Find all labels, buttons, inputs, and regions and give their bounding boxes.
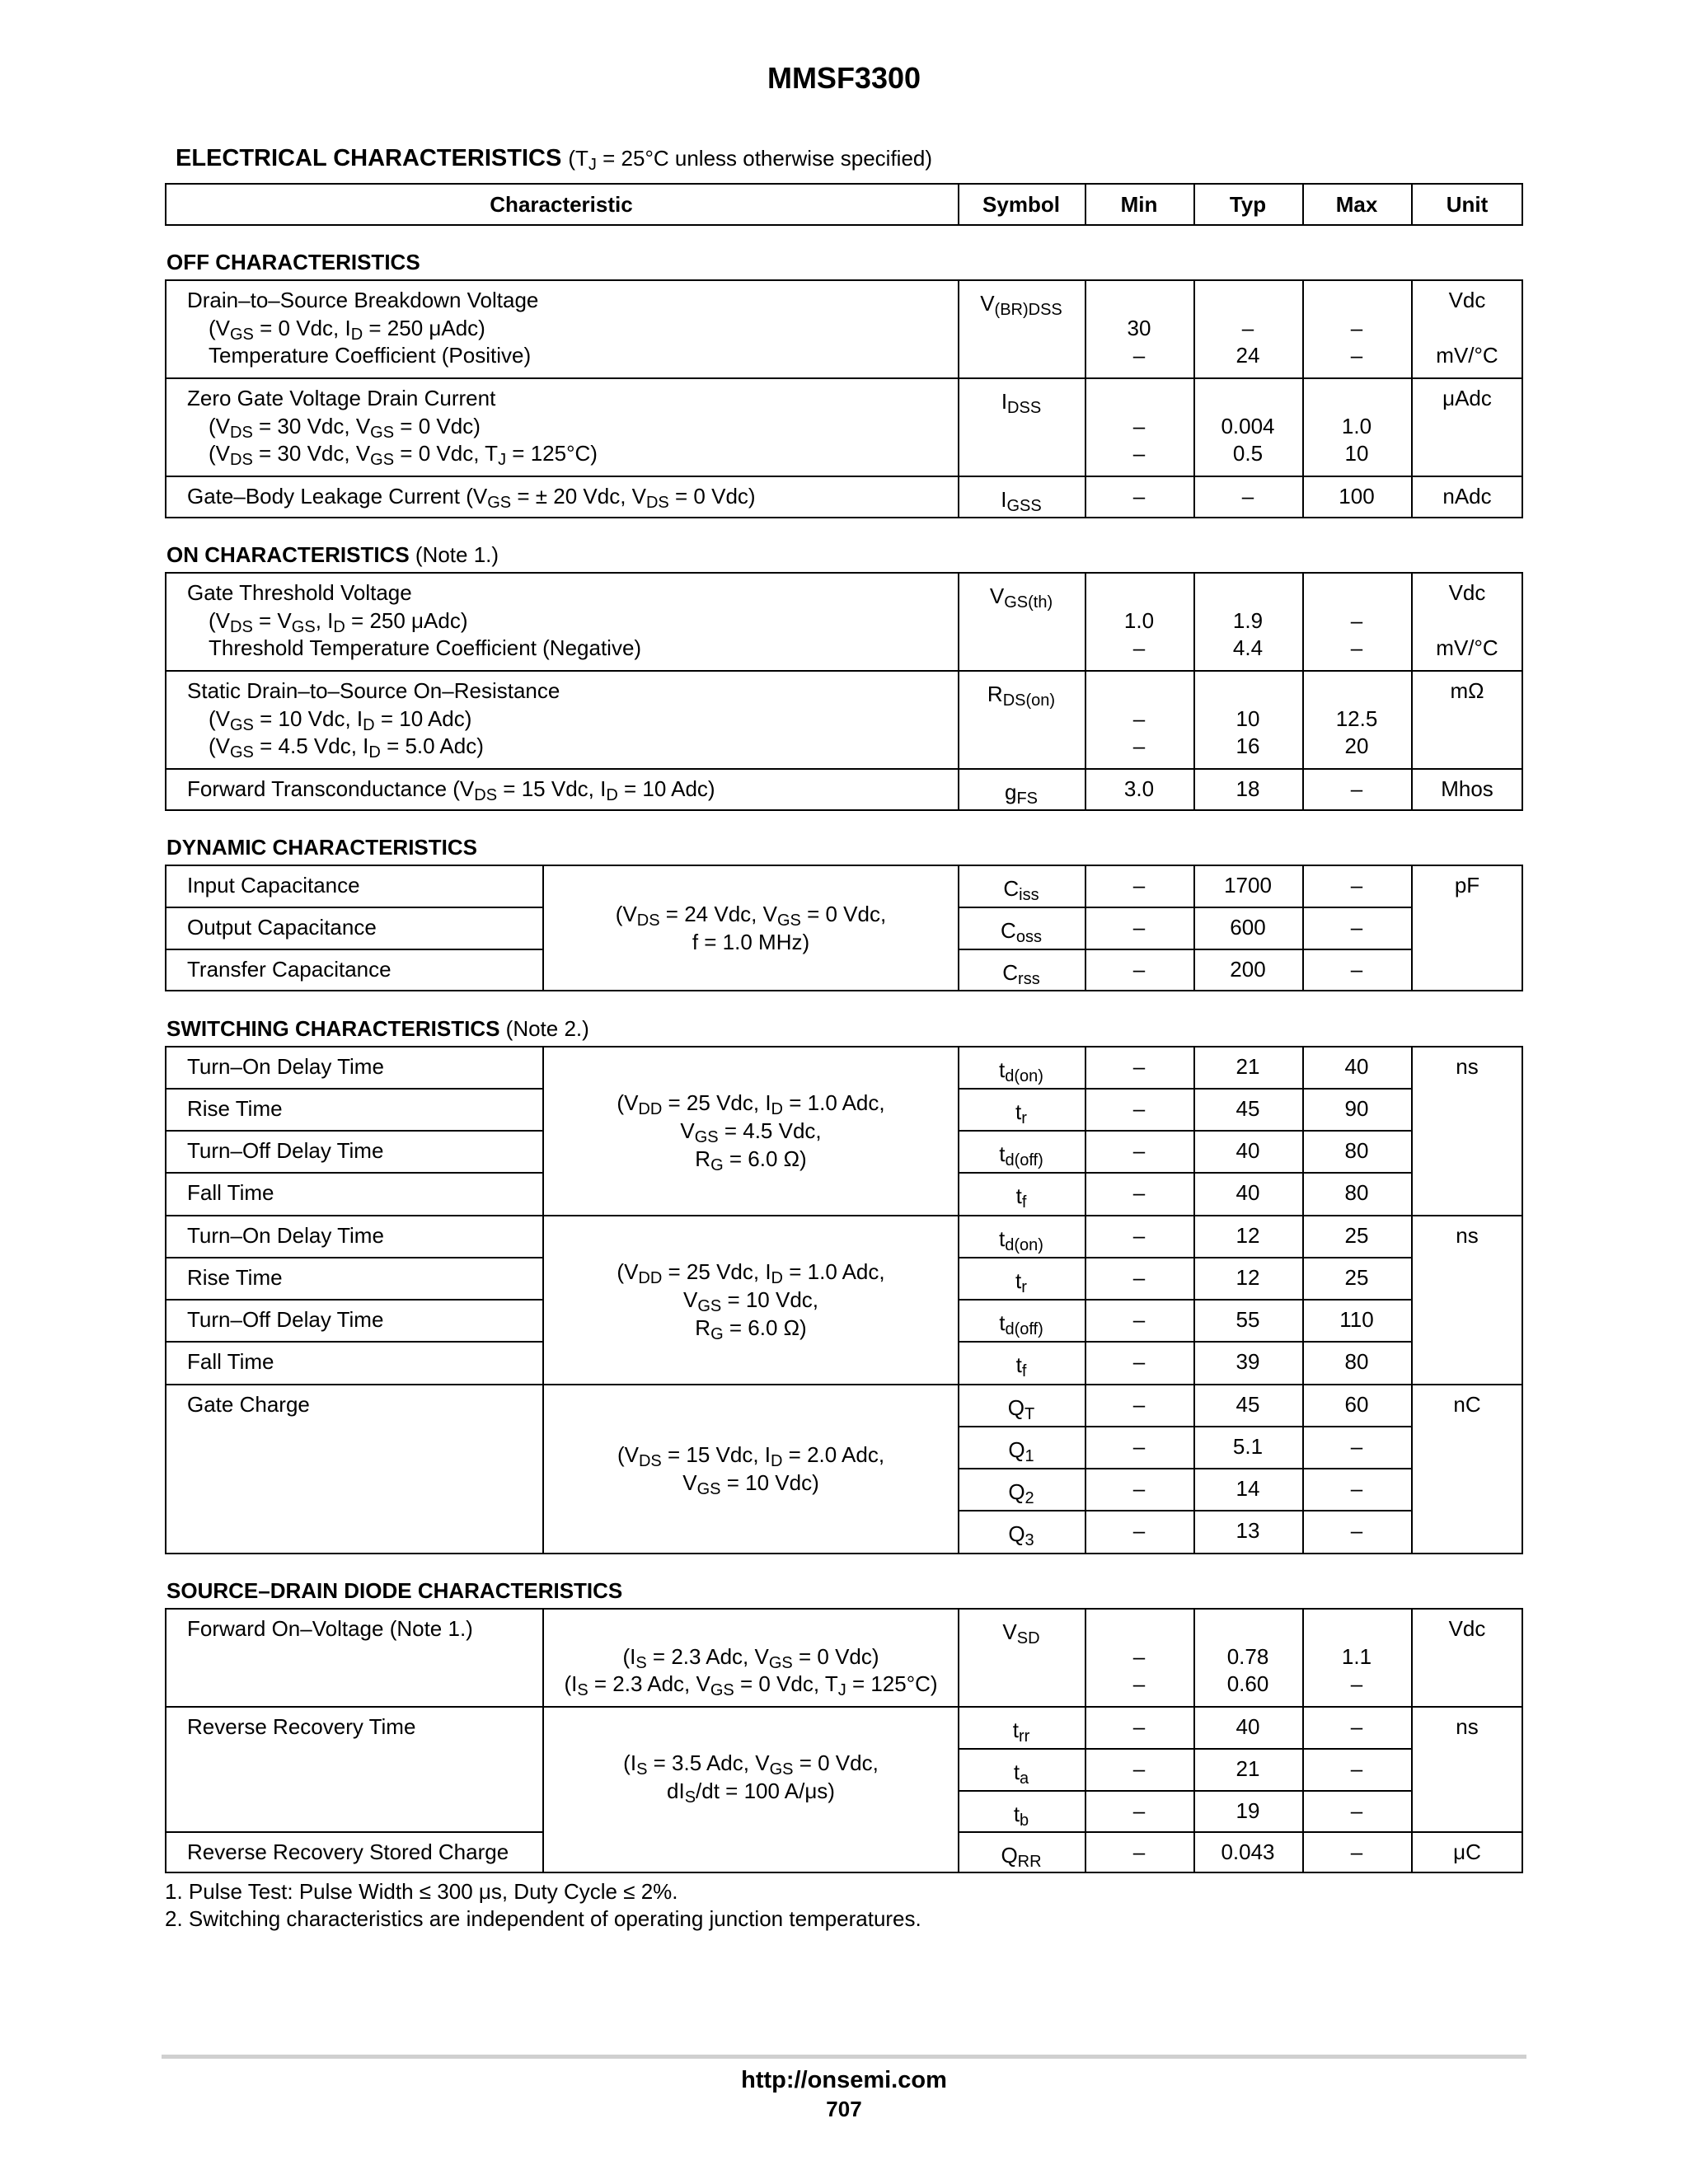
sw2-label-1: Turn–On Delay Time (187, 1223, 384, 1248)
section-title-switching: SWITCHING CHARACTERISTICS (Note 2.) (166, 1016, 589, 1041)
vth-unit-2: mV/°C (1436, 635, 1498, 660)
bv-typ-2: 24 (1236, 343, 1260, 368)
sw2-typ-2: 12 (1236, 1265, 1260, 1290)
idss-min-1: – (1132, 414, 1146, 438)
igss-symbol: $I_{GSS}$ (1001, 487, 1042, 515)
gc-min-1: – (1132, 1392, 1146, 1417)
igss-min: – (1132, 484, 1146, 509)
gfs-unit: Mhos (1441, 776, 1493, 801)
sw2-min-4: – (1132, 1349, 1146, 1374)
sw2-min-2: – (1132, 1265, 1146, 1290)
rds-symbol: $R_{DS(on)}$ (987, 682, 1056, 710)
note-2: 2. Switching characteristics are independent of operating junction temperatures. (165, 1906, 921, 1931)
rds-min-1: – (1132, 706, 1146, 731)
vsd-min-2: – (1132, 1671, 1146, 1696)
vth-condition: ($V_{DS} = V_{GS}$, $I_D = 250$ μAdc) (209, 608, 468, 636)
sw2-typ-4: 39 (1236, 1349, 1260, 1374)
bv-condition: ($V_{GS} = 0$ Vdc, $I_D = 250$ μAdc) (209, 316, 485, 344)
rds-typ-2: 16 (1236, 733, 1260, 758)
gc-min-3: – (1132, 1476, 1146, 1501)
gfs-typ: 18 (1236, 776, 1260, 801)
section-title-off: OFF CHARACTERISTICS (166, 250, 420, 274)
vth-max-2: – (1350, 635, 1363, 660)
bv-label: Drain–to–Source Breakdown Voltage (187, 288, 539, 312)
sw2-symbol-2: $t_r$ (1015, 1268, 1027, 1296)
qrr-typ: 0.043 (1221, 1840, 1275, 1864)
vsd-symbol: $V_{SD}$ (1002, 1619, 1040, 1647)
trr-max-2: – (1350, 1756, 1363, 1781)
table-title (176, 145, 932, 172)
vsd-unit: Vdc (1448, 1616, 1486, 1641)
table-title-text: ELECTRICAL CHARACTERISTICS (176, 145, 562, 171)
sw2-condition: ($V_{DD} = 25$ Vdc, $I_D = 1.0$ Adc, $V_{GS} = 10$ Vdc, $R_G = 6.0$ Ω) (617, 1259, 885, 1343)
bv-max-2: – (1350, 343, 1363, 368)
qrr-symbol: $Q_{RR}$ (1001, 1843, 1042, 1871)
dyn-max-1: – (1350, 873, 1363, 898)
vth-typ-1: 1.9 (1232, 608, 1264, 633)
bv-typ-1: – (1241, 316, 1254, 340)
vth-tempco-label: Threshold Temperature Coefficient (Negative) (209, 635, 642, 660)
sw1-typ-4: 40 (1236, 1180, 1260, 1205)
rds-condition-1: ($V_{GS} = 10$ Vdc, $I_D = 10$ Adc) (209, 706, 472, 734)
gc-max-1: 60 (1344, 1392, 1369, 1417)
dyn-label-2: Output Capacitance (187, 915, 377, 940)
page-number: 707 (826, 2097, 862, 2121)
sw2-label-2: Rise Time (187, 1265, 283, 1290)
qrr-max: – (1350, 1840, 1363, 1864)
trr-symbol-2: $t_a$ (1013, 1760, 1029, 1788)
gc-symbol-2: $Q_1$ (1008, 1437, 1034, 1465)
header-characteristic: Characteristic (490, 192, 633, 217)
trr-condition: ($I_S = 3.5$ Adc, $V_{GS} = 0$ Vdc, $dI_S/dt = 100$ A/μs) (623, 1750, 879, 1807)
bv-unit-1: Vdc (1448, 288, 1486, 312)
bv-unit-2: mV/°C (1436, 343, 1498, 368)
gc-typ-4: 13 (1236, 1518, 1260, 1543)
idss-min-2: – (1132, 441, 1146, 466)
sw2-max-3: 110 (1339, 1307, 1374, 1332)
sw2-label-3: Turn–Off Delay Time (187, 1307, 384, 1332)
sw1-label-2: Rise Time (187, 1096, 283, 1121)
dyn-symbol-2: $C_{oss}$ (1001, 918, 1042, 946)
dyn-typ-1: 1700 (1224, 873, 1272, 898)
vsd-max-2: – (1350, 1671, 1363, 1696)
gc-max-3: – (1350, 1476, 1363, 1501)
header-unit: Unit (1446, 192, 1489, 217)
dyn-symbol-3: $C_{rss}$ (1002, 960, 1040, 988)
trr-max-1: – (1350, 1714, 1363, 1739)
vsd-condition-1: ($I_S = 2.3$ Adc, $V_{GS} = 0$ Vdc) (622, 1644, 879, 1672)
igss-unit: nAdc (1442, 484, 1492, 509)
rds-label: Static Drain–to–Source On–Resistance (187, 678, 560, 703)
sw1-symbol-1: $t_{d(on)}$ (999, 1057, 1043, 1085)
gfs-label: Forward Transconductance ($V_{DS} = 15$ Vdc, $I_D = 10$ Adc) (187, 776, 715, 804)
bv-tempco-label: Temperature Coefficient (Positive) (209, 343, 532, 368)
trr-label: Reverse Recovery Time (187, 1714, 416, 1739)
rds-condition-2: ($V_{GS} = 4.5$ Vdc, $I_D = 5.0$ Adc) (209, 733, 484, 762)
section-title-on: ON CHARACTERISTICS (Note 1.) (166, 542, 499, 567)
igss-typ: – (1241, 484, 1254, 509)
sw2-min-1: – (1132, 1223, 1146, 1248)
note-1: 1. Pulse Test: Pulse Width ≤ 300 μs, Duty Cycle ≤ 2%. (165, 1879, 678, 1904)
vth-label: Gate Threshold Voltage (187, 580, 412, 605)
gate-charge-label: Gate Charge (187, 1392, 310, 1417)
sw1-max-4: 80 (1344, 1180, 1369, 1205)
vth-symbol: $V_{GS(th)}$ (989, 583, 1053, 612)
gc-condition: ($V_{DS} = 15$ Vdc, $I_D = 2.0$ Adc, $V_{GS} = 10$ Vdc) (617, 1442, 885, 1498)
section-title-source-drain: SOURCE–DRAIN DIODE CHARACTERISTICS (166, 1578, 623, 1603)
dyn-condition: ($V_{DS} = 24$ Vdc, $V_{GS} = 0$ Vdc, f = 1.0 MHz) (615, 902, 887, 954)
dyn-symbol-1: $C_{iss}$ (1003, 876, 1039, 904)
bv-symbol: $V_{(BR)DSS}$ (980, 291, 1062, 319)
gc-max-4: – (1350, 1518, 1363, 1543)
idss-max-1: 1.0 (1341, 414, 1372, 438)
sw2-max-4: 80 (1344, 1349, 1369, 1374)
sw2-min-3: – (1132, 1307, 1146, 1332)
vsd-max-1: 1.1 (1341, 1644, 1372, 1669)
sw1-min-1: – (1132, 1054, 1146, 1079)
rds-max-1: 12.5 (1335, 706, 1378, 731)
dyn-label-1: Input Capacitance (187, 873, 360, 898)
sw1-symbol-4: $t_f$ (1015, 1183, 1027, 1212)
dyn-max-3: – (1350, 957, 1363, 982)
bv-min-2: – (1132, 343, 1146, 368)
sw1-max-3: 80 (1344, 1138, 1369, 1163)
gfs-min: 3.0 (1123, 776, 1155, 801)
footer-divider (162, 2055, 1526, 2059)
footer-url: http://onsemi.com (741, 2067, 947, 2093)
trr-min-3: – (1132, 1798, 1146, 1823)
idss-symbol: $I_{DSS}$ (1001, 389, 1042, 417)
idss-unit: μAdc (1442, 386, 1492, 410)
sw1-label-1: Turn–On Delay Time (187, 1054, 384, 1079)
header-max: Max (1335, 192, 1378, 217)
vth-typ-2: 4.4 (1232, 635, 1264, 660)
sw2-max-2: 25 (1344, 1265, 1369, 1290)
qrr-unit: μC (1453, 1840, 1481, 1864)
idss-condition-2: ($V_{DS} = 30$ Vdc, $V_{GS} = 0$ Vdc, $T_J = 125^\circ C$) (209, 441, 598, 469)
sw2-symbol-1: $t_{d(on)}$ (999, 1226, 1043, 1254)
idss-condition-1: ($V_{DS} = 30$ Vdc, $V_{GS} = 0$ Vdc) (209, 414, 481, 442)
gc-unit: nC (1453, 1392, 1481, 1417)
trr-typ-2: 21 (1236, 1756, 1260, 1781)
sw1-max-2: 90 (1344, 1096, 1369, 1121)
rds-min-2: – (1132, 733, 1146, 758)
dyn-min-1: – (1132, 873, 1146, 898)
gc-min-4: – (1132, 1518, 1146, 1543)
rds-unit: mΩ (1450, 678, 1484, 703)
gc-symbol-4: $Q_3$ (1008, 1521, 1034, 1549)
rds-typ-1: 10 (1236, 706, 1260, 731)
dyn-max-2: – (1350, 915, 1363, 940)
vth-min-2: – (1132, 635, 1146, 660)
vsd-condition-2: ($I_S = 2.3$ Adc, $V_{GS} = 0$ Vdc, $T_J = 125^\circ C$) (564, 1671, 938, 1699)
vth-min-1: 1.0 (1123, 608, 1155, 633)
dyn-unit: pF (1454, 873, 1480, 898)
trr-min-1: – (1132, 1714, 1146, 1739)
sw2-typ-3: 55 (1236, 1307, 1260, 1332)
sw1-label-4: Fall Time (187, 1180, 274, 1205)
sw2-symbol-4: $t_f$ (1015, 1352, 1027, 1380)
sw1-typ-1: 21 (1236, 1054, 1260, 1079)
sw2-max-1: 25 (1344, 1223, 1369, 1248)
trr-unit: ns (1456, 1714, 1479, 1739)
sw1-symbol-2: $t_r$ (1015, 1099, 1027, 1127)
sw1-unit: ns (1456, 1054, 1479, 1079)
sw1-min-4: – (1132, 1180, 1146, 1205)
gc-symbol-3: $Q_2$ (1008, 1479, 1034, 1507)
vsd-min-1: – (1132, 1644, 1146, 1669)
section-title-dynamic: DYNAMIC CHARACTERISTICS (166, 835, 477, 860)
sw1-min-3: – (1132, 1138, 1146, 1163)
sw2-label-4: Fall Time (187, 1349, 274, 1374)
sw1-typ-2: 45 (1236, 1096, 1260, 1121)
sw2-symbol-3: $t_{d(off)}$ (999, 1310, 1043, 1338)
gc-typ-2: 5.1 (1232, 1434, 1264, 1459)
trr-typ-3: 19 (1236, 1798, 1260, 1823)
sw1-condition: ($V_{DD} = 25$ Vdc, $I_D = 1.0$ Adc, $V_{GS} = 4.5$ Vdc, $R_G = 6.0$ Ω) (617, 1090, 885, 1174)
rds-max-2: 20 (1344, 733, 1369, 758)
trr-min-2: – (1132, 1756, 1146, 1781)
header-symbol: Symbol (982, 192, 1060, 217)
bv-min-1: 30 (1127, 316, 1151, 340)
idss-max-2: 10 (1344, 441, 1369, 466)
igss-label: Gate–Body Leakage Current ($V_{GS}$ = ± 20 Vdc, $V_{DS} = 0$ Vdc) (187, 484, 756, 512)
idss-label: Zero Gate Voltage Drain Current (187, 386, 496, 410)
trr-symbol-1: $t_{rr}$ (1012, 1718, 1030, 1746)
sw1-max-1: 40 (1344, 1054, 1369, 1079)
header-typ: Typ (1229, 192, 1267, 217)
sw1-typ-3: 40 (1236, 1138, 1260, 1163)
table-title-condition: ($T_J = 25^\circ C$ unless otherwise specified) (568, 146, 933, 174)
bv-max-1: – (1350, 316, 1363, 340)
sw2-typ-1: 12 (1236, 1223, 1260, 1248)
dyn-min-3: – (1132, 957, 1146, 982)
qrr-min: – (1132, 1840, 1146, 1864)
trr-symbol-3: $t_b$ (1013, 1802, 1029, 1830)
vsd-label: Forward On–Voltage (Note 1.) (187, 1616, 473, 1641)
sw2-unit: ns (1456, 1223, 1479, 1248)
dyn-typ-3: 200 (1230, 957, 1266, 982)
gc-typ-1: 45 (1236, 1392, 1260, 1417)
idss-typ-1: 0.004 (1221, 414, 1275, 438)
header-min: Min (1120, 192, 1158, 217)
vth-max-1: – (1350, 608, 1363, 633)
idss-typ-2: 0.5 (1232, 441, 1264, 466)
igss-max: 100 (1339, 484, 1375, 509)
vth-unit-1: Vdc (1448, 580, 1486, 605)
gfs-symbol: $g_{FS}$ (1004, 780, 1039, 808)
vsd-typ-1: 0.78 (1226, 1644, 1269, 1669)
trr-typ-1: 40 (1236, 1714, 1260, 1739)
gc-min-2: – (1132, 1434, 1146, 1459)
gc-typ-3: 14 (1236, 1476, 1260, 1501)
sw1-min-2: – (1132, 1096, 1146, 1121)
vsd-typ-2: 0.60 (1226, 1671, 1269, 1696)
gc-max-2: – (1350, 1434, 1363, 1459)
dyn-typ-2: 600 (1230, 915, 1266, 940)
sw1-label-3: Turn–Off Delay Time (187, 1138, 384, 1163)
dyn-min-2: – (1132, 915, 1146, 940)
trr-max-3: – (1350, 1798, 1363, 1823)
qrr-label: Reverse Recovery Stored Charge (187, 1840, 509, 1864)
dyn-label-3: Transfer Capacitance (187, 957, 392, 982)
sw1-symbol-3: $t_{d(off)}$ (999, 1141, 1043, 1169)
gfs-max: – (1350, 776, 1363, 801)
page-title: MMSF3300 (767, 61, 921, 95)
gc-symbol-1: $Q_T$ (1007, 1395, 1035, 1423)
